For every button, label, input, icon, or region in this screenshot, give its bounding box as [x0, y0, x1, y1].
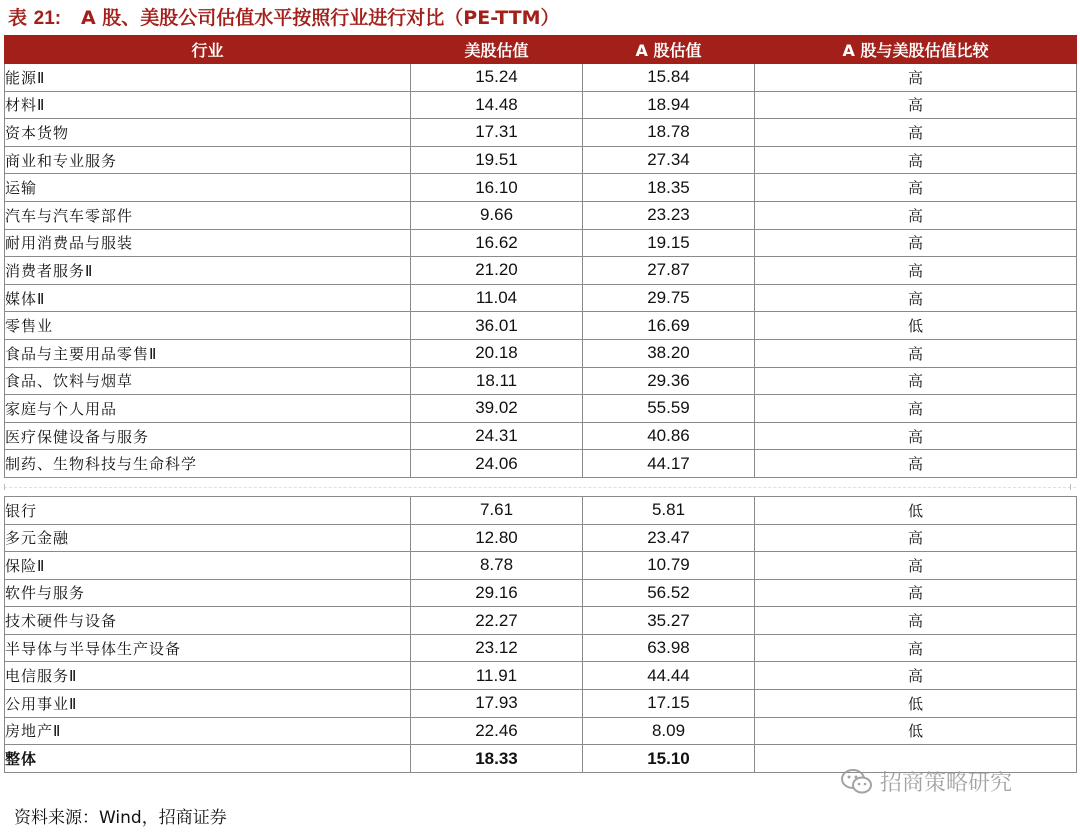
industry-cell: 食品、饮料与烟草: [5, 367, 411, 395]
table-row: [5, 717, 1077, 745]
industry-cell: 医疗保健设备与服务: [5, 422, 411, 450]
total-us-valuation: 18.33: [411, 745, 583, 773]
divider-tick: [1070, 484, 1075, 490]
industry-cell: 媒体Ⅱ: [5, 284, 411, 312]
industry-cell: 银行: [5, 496, 411, 524]
comparison-cell: 高: [755, 607, 1077, 635]
a-valuation-cell: 8.09: [583, 717, 755, 745]
table-body-bottom: [5, 496, 1077, 772]
header-us-valuation: 美股估值: [411, 36, 583, 64]
caption-prefix: 表: [8, 7, 28, 29]
a-valuation-cell: 5.81: [583, 496, 755, 524]
industry-cell: 消费者服务Ⅱ: [5, 257, 411, 285]
us-valuation-cell: 24.31: [411, 422, 583, 450]
table-row: [5, 395, 1077, 423]
table-row: [5, 119, 1077, 147]
a-valuation-cell: 29.36: [583, 367, 755, 395]
header-row: [5, 36, 1077, 64]
a-valuation-cell: 44.17: [583, 450, 755, 478]
a-valuation-cell: 40.86: [583, 422, 755, 450]
industry-cell: 能源Ⅱ: [5, 64, 411, 92]
us-valuation-cell: 11.91: [411, 662, 583, 690]
comparison-cell: 高: [755, 395, 1077, 423]
us-valuation-cell: 12.80: [411, 524, 583, 552]
table-caption: [8, 4, 560, 32]
watermark: [840, 766, 1012, 797]
divider: [4, 487, 1076, 488]
industry-cell: 电信服务Ⅱ: [5, 662, 411, 690]
a-valuation-cell: 17.15: [583, 690, 755, 718]
table-row: [5, 229, 1077, 257]
a-valuation-cell: 27.87: [583, 257, 755, 285]
us-valuation-cell: 14.48: [411, 91, 583, 119]
table-row: [5, 146, 1077, 174]
a-valuation-cell: 18.78: [583, 119, 755, 147]
table-row: [5, 524, 1077, 552]
a-valuation-cell: 23.23: [583, 201, 755, 229]
table-row: [5, 284, 1077, 312]
table-row: [5, 607, 1077, 635]
watermark-text: 招商策略研究: [880, 771, 1013, 796]
comparison-cell: 低: [755, 496, 1077, 524]
caption-number: 21:: [33, 8, 62, 29]
us-valuation-cell: 22.46: [411, 717, 583, 745]
comparison-cell: 高: [755, 119, 1077, 147]
table-row: [5, 634, 1077, 662]
comparison-cell: 高: [755, 229, 1077, 257]
wechat-icon: [840, 768, 874, 796]
industry-cell: 汽车与汽车零部件: [5, 201, 411, 229]
a-valuation-cell: 16.69: [583, 312, 755, 340]
header-industry: 行业: [5, 36, 411, 64]
us-valuation-cell: 24.06: [411, 450, 583, 478]
industry-cell: 家庭与个人用品: [5, 395, 411, 423]
a-valuation-cell: 18.35: [583, 174, 755, 202]
a-valuation-cell: 35.27: [583, 607, 755, 635]
comparison-cell: 高: [755, 552, 1077, 580]
comparison-cell: 高: [755, 64, 1077, 92]
us-valuation-cell: 15.24: [411, 64, 583, 92]
table-row: [5, 690, 1077, 718]
us-valuation-cell: 20.18: [411, 339, 583, 367]
table-row: [5, 367, 1077, 395]
us-valuation-cell: 9.66: [411, 201, 583, 229]
us-valuation-cell: 23.12: [411, 634, 583, 662]
divider-tick: [4, 484, 9, 490]
comparison-cell: 高: [755, 524, 1077, 552]
comparison-cell: 低: [755, 312, 1077, 340]
a-valuation-cell: 23.47: [583, 524, 755, 552]
us-valuation-cell: 18.11: [411, 367, 583, 395]
section-break: [4, 478, 1076, 496]
valuation-table-sheet: [4, 35, 1076, 773]
industry-cell: 半导体与半导体生产设备: [5, 634, 411, 662]
industry-cell: 公用事业Ⅱ: [5, 690, 411, 718]
us-valuation-cell: 29.16: [411, 579, 583, 607]
industry-cell: 制药、生物科技与生命科学: [5, 450, 411, 478]
a-valuation-cell: 15.84: [583, 64, 755, 92]
total-label: 整体: [5, 745, 411, 773]
table-row: [5, 174, 1077, 202]
table-row: [5, 201, 1077, 229]
industry-cell: 材料Ⅱ: [5, 91, 411, 119]
caption-text: A 股、美股公司估值水平按照行业进行对比（PE-TTM）: [80, 7, 560, 29]
comparison-cell: 低: [755, 717, 1077, 745]
table-row: [5, 450, 1077, 478]
comparison-cell: 高: [755, 634, 1077, 662]
us-valuation-cell: 22.27: [411, 607, 583, 635]
us-valuation-cell: 17.93: [411, 690, 583, 718]
table-row: [5, 339, 1077, 367]
comparison-cell: 高: [755, 339, 1077, 367]
a-valuation-cell: 63.98: [583, 634, 755, 662]
comparison-cell: 高: [755, 422, 1077, 450]
us-valuation-cell: 7.61: [411, 496, 583, 524]
comparison-cell: 高: [755, 174, 1077, 202]
a-valuation-cell: 27.34: [583, 146, 755, 174]
us-valuation-cell: 36.01: [411, 312, 583, 340]
industry-cell: 零售业: [5, 312, 411, 340]
table-row: [5, 64, 1077, 92]
a-valuation-cell: 10.79: [583, 552, 755, 580]
industry-cell: 多元金融: [5, 524, 411, 552]
us-valuation-cell: 16.10: [411, 174, 583, 202]
industry-cell: 保险Ⅱ: [5, 552, 411, 580]
industry-cell: 耐用消费品与服装: [5, 229, 411, 257]
comparison-cell: 低: [755, 690, 1077, 718]
us-valuation-cell: 11.04: [411, 284, 583, 312]
table-body-top: [5, 64, 1077, 478]
a-valuation-cell: 19.15: [583, 229, 755, 257]
a-valuation-cell: 55.59: [583, 395, 755, 423]
total-a-valuation: 15.10: [583, 745, 755, 773]
industry-cell: 运输: [5, 174, 411, 202]
comparison-cell: 高: [755, 257, 1077, 285]
us-valuation-cell: 16.62: [411, 229, 583, 257]
table-row: [5, 257, 1077, 285]
comparison-cell: 高: [755, 579, 1077, 607]
table-row: [5, 312, 1077, 340]
industry-cell: 软件与服务: [5, 579, 411, 607]
header-comparison: A 股与美股估值比较: [755, 36, 1077, 64]
a-valuation-cell: 29.75: [583, 284, 755, 312]
us-valuation-cell: 19.51: [411, 146, 583, 174]
header-a-valuation: A 股估值: [583, 36, 755, 64]
comparison-cell: 高: [755, 91, 1077, 119]
table-row: [5, 662, 1077, 690]
source-note: 资料来源：Wind，招商证券: [14, 808, 227, 828]
a-valuation-cell: 44.44: [583, 662, 755, 690]
comparison-cell: 高: [755, 367, 1077, 395]
table-row: [5, 422, 1077, 450]
a-valuation-cell: 56.52: [583, 579, 755, 607]
comparison-cell: 高: [755, 284, 1077, 312]
industry-cell: 食品与主要用品零售Ⅱ: [5, 339, 411, 367]
comparison-cell: 高: [755, 662, 1077, 690]
comparison-cell: 高: [755, 450, 1077, 478]
a-valuation-cell: 38.20: [583, 339, 755, 367]
us-valuation-cell: 8.78: [411, 552, 583, 580]
comparison-cell: 高: [755, 201, 1077, 229]
us-valuation-cell: 21.20: [411, 257, 583, 285]
industry-cell: 房地产Ⅱ: [5, 717, 411, 745]
a-valuation-cell: 18.94: [583, 91, 755, 119]
us-valuation-cell: 39.02: [411, 395, 583, 423]
industry-cell: 技术硬件与设备: [5, 607, 411, 635]
industry-cell: 商业和专业服务: [5, 146, 411, 174]
industry-cell: 资本货物: [5, 119, 411, 147]
table-row: [5, 91, 1077, 119]
valuation-table-continued: [4, 496, 1077, 773]
comparison-cell: 高: [755, 146, 1077, 174]
table-row: [5, 579, 1077, 607]
valuation-table: [4, 35, 1077, 478]
table-row: [5, 552, 1077, 580]
table-row: [5, 496, 1077, 524]
us-valuation-cell: 17.31: [411, 119, 583, 147]
